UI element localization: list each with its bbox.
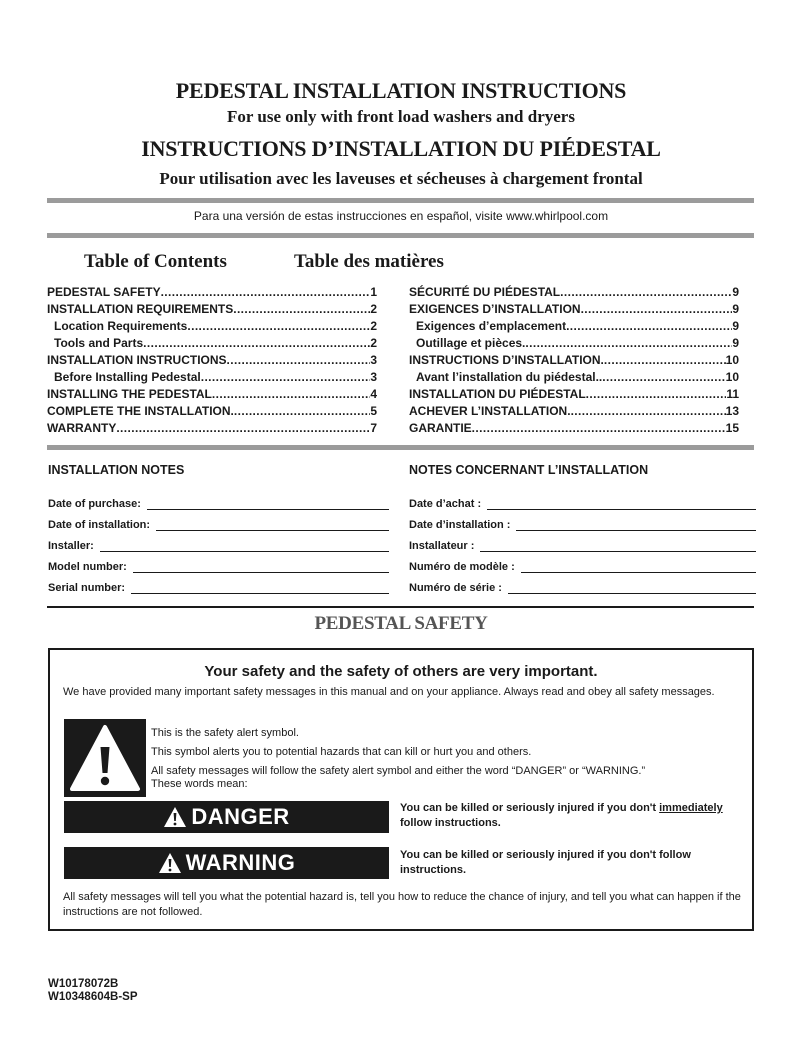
toc-entry[interactable]: COMPLETE THE INSTALLATION. ..... 5 bbox=[47, 403, 377, 420]
toc-entry[interactable]: Avant l’installation du piédestal.. ..... 10 bbox=[409, 369, 739, 386]
safety-intro: We have provided many important safety messages in this manual and on your appliance. Always read and obey all safety messages. bbox=[63, 686, 715, 698]
safety-alert-symbol-icon bbox=[64, 719, 146, 797]
alert-triangle-icon bbox=[163, 806, 187, 828]
toc-entry[interactable]: ACHEVER L’INSTALLATION. ..... 13 bbox=[409, 403, 739, 420]
title-english: PEDESTAL INSTALLATION INSTRUCTIONS bbox=[175, 78, 627, 103]
toc-entry[interactable]: INSTALLATION INSTRUCTIONS ..... 3 bbox=[47, 352, 377, 369]
alert-symbol-explanation: This is the safety alert symbol. This symbol alerts you to potential hazards that can kill or hurt you and others. All safety messages will follow the safety alert symbol and either the word “DANGER” or “WARNING.” These words mean: bbox=[151, 727, 646, 790]
part-number: W10348604B-SP bbox=[48, 991, 138, 1003]
toc-english bbox=[47, 284, 377, 437]
toc-entry[interactable]: Exigences d’emplacement ..... 9 bbox=[409, 318, 739, 335]
notes-heading-french: NOTES CONCERNANT L’INSTALLATION bbox=[409, 463, 649, 477]
toc-entry[interactable]: INSTALLATION DU PIÉDESTAL ..... 11 bbox=[409, 386, 739, 403]
notes-heading-english: INSTALLATION NOTES bbox=[48, 463, 185, 477]
toc-heading-french: Table des matières bbox=[294, 251, 444, 272]
alert-triangle-icon bbox=[158, 852, 182, 874]
note-field[interactable]: Numéro de série : bbox=[409, 573, 756, 594]
note-field[interactable]: Installateur : bbox=[409, 531, 756, 552]
subtitle-english: For use only with front load washers and dryers bbox=[227, 107, 575, 126]
spanish-version-note: Para una versión de estas instrucciones en español, visite www.whirlpool.com bbox=[193, 209, 609, 223]
toc-entry[interactable]: Tools and Parts ..... 2 bbox=[47, 335, 377, 352]
divider bbox=[47, 233, 754, 238]
divider bbox=[47, 198, 754, 203]
divider bbox=[47, 445, 754, 450]
safety-footer: All safety messages will tell you what the potential hazard is, tell you how to reduce the chance of injury, and tell you what can happen if the instructions are not followed. bbox=[63, 891, 741, 918]
toc-entry[interactable]: Before Installing Pedestal ..... 3 bbox=[47, 369, 377, 386]
part-number: W10178072B bbox=[48, 978, 119, 990]
warning-label: WARNING bbox=[185, 850, 296, 875]
installation-notes-english bbox=[48, 463, 389, 594]
toc-entry[interactable]: INSTRUCTIONS D’INSTALLATION. ..... 10 bbox=[409, 352, 739, 369]
danger-description: You can be killed or seriously injured if you don't immediately follow instructions. bbox=[400, 802, 723, 829]
note-field[interactable]: Date of installation: bbox=[48, 510, 389, 531]
toc-entry[interactable]: WARRANTY ..... 7 bbox=[47, 420, 377, 437]
note-field[interactable]: Model number: bbox=[48, 552, 389, 573]
toc-french bbox=[409, 284, 739, 437]
toc-entry[interactable]: INSTALLING THE PEDESTAL ..... 4 bbox=[47, 386, 377, 403]
toc-entry[interactable]: EXIGENCES D’INSTALLATION ..... 9 bbox=[409, 301, 739, 318]
part-numbers bbox=[48, 978, 138, 1004]
note-field[interactable]: Date d’installation : bbox=[409, 510, 756, 531]
note-field[interactable]: Date d’achat : bbox=[409, 489, 756, 510]
toc-entry[interactable]: INSTALLATION REQUIREMENTS ..... 2 bbox=[47, 301, 377, 318]
safety-box bbox=[48, 648, 754, 931]
toc-entry[interactable]: SÉCURITÉ DU PIÉDESTAL ..... 9 bbox=[409, 284, 739, 301]
toc-entry[interactable]: Outillage et pièces. ..... 9 bbox=[409, 335, 739, 352]
document-titles bbox=[0, 78, 802, 190]
toc-entry[interactable]: Location Requirements ..... 2 bbox=[47, 318, 377, 335]
installation-notes-french bbox=[409, 463, 756, 594]
toc-entry[interactable]: GARANTIE ..... 15 bbox=[409, 420, 739, 437]
note-field[interactable]: Installer: bbox=[48, 531, 389, 552]
title-french: INSTRUCTIONS D’INSTALLATION DU PIÉDESTAL bbox=[141, 136, 661, 161]
warning-banner bbox=[64, 847, 389, 879]
safety-headline: Your safety and the safety of others are very important. bbox=[204, 663, 598, 680]
toc-heading-english: Table of Contents bbox=[84, 251, 227, 272]
warning-description: You can be killed or seriously injured if you don't follow instructions. bbox=[400, 849, 691, 876]
danger-label: DANGER bbox=[191, 804, 290, 829]
subtitle-french: Pour utilisation avec les laveuses et sécheuses à chargement frontal bbox=[159, 169, 643, 188]
divider bbox=[47, 606, 754, 608]
note-field[interactable]: Numéro de modèle : bbox=[409, 552, 756, 573]
danger-banner bbox=[64, 801, 389, 833]
section-title-pedestal-safety: PEDESTAL SAFETY bbox=[314, 613, 488, 634]
note-field[interactable]: Serial number: bbox=[48, 573, 389, 594]
toc-entry[interactable]: PEDESTAL SAFETY ..... 1 bbox=[47, 284, 377, 301]
note-field[interactable]: Date of purchase: bbox=[48, 489, 389, 510]
